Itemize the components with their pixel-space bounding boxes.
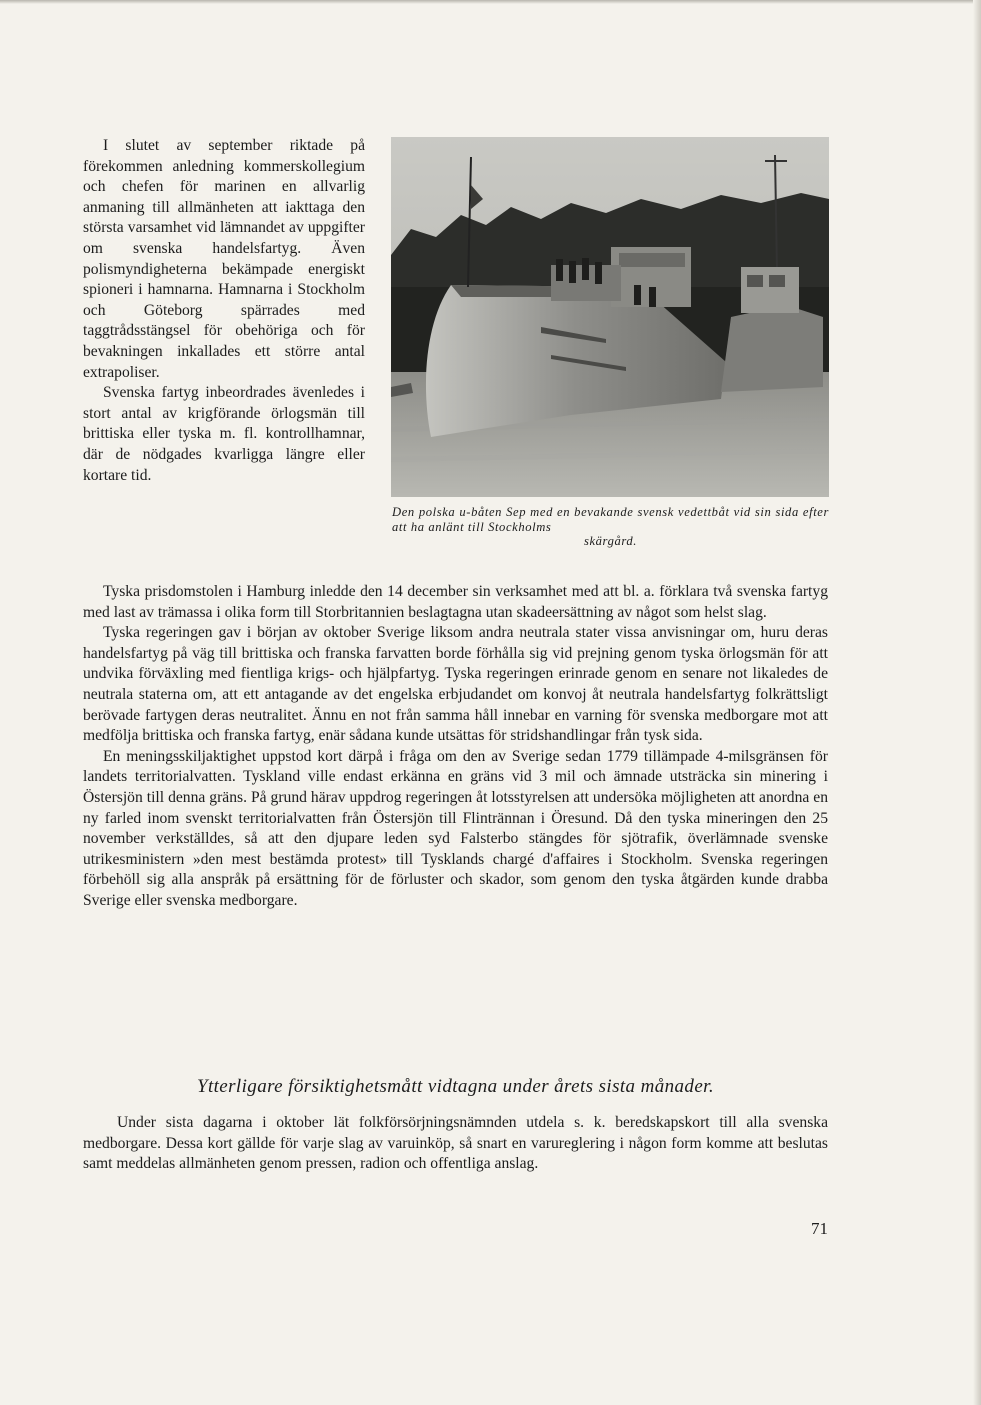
body-text: [83, 582, 828, 912]
paragraph: Tyska prisdomstolen i Hamburg inledde den 14 december sin verksamhet med att bl. a. förklara två svenska fartyg med last av trämassa i olika form till Storbritannien beslagtagna utan skadeersättning av något som helst slag.: [83, 583, 828, 621]
caption-last-line: skärgård.: [583, 534, 638, 548]
paragraph: Svenska fartyg inbeordrades ävenledes i stort antal av krigförande örlogsmän till brittiska eller tyska m. fl. kontrollhamnar, där de nödgades kvarligga längre eller kortare tid.: [83, 384, 365, 484]
submarine-photo-illustration: [391, 137, 829, 497]
page-number: 71: [811, 1219, 828, 1238]
photo-caption: [392, 505, 829, 549]
section-heading: Ytterligare försiktighetsmått vidtagna under årets sista månader.: [196, 1076, 714, 1097]
left-column-text: [83, 136, 365, 486]
paragraph: Tyska regeringen gav i början av oktober Sverige liksom andra neutrala stater vissa anvisningar om, huru deras handelsfartyg på väg till brittiska och franska farvatten borde förhålla sig vid prejning genom tyska örlogsmän för att undvika förväxling med fientliga krigs- och hjälpfartyg. Tyska regeringen erinrade genom en senare not likaledes de neutrala staterna om, att ett antagande av det engelska erbjudandet om konvoj åt neutrala handelsfartyg folkrättsligt berövade fartygen deras neutralitet. Ännu en not från samma håll innebar en varning för svenska medborgare mot att medfölja brittiska och franska fartyg, enär sådana kunde utsättas för stridshandlingar från tysk sida.: [83, 624, 828, 745]
scan-edge-top: [0, 0, 981, 4]
caption-text: Den polska u-båten Sep med en bevakande svensk vedettbåt vid sin sida efter att ha anlänt till Stockholms: [392, 505, 829, 534]
paragraph: Under sista dagarna i oktober lät folkförsörjningsnämnden utdela s. k. beredskapskort till alla svenska medborgare. Dessa kort gällde för varje slag av varuinköp, så snart en varureglering i någon form komme att beslutas samt meddelas allmänheten genom pressen, radion och offentliga anslag.: [83, 1114, 828, 1173]
paragraph: I slutet av september riktade på förekommen anledning kommerskollegium och chefen för marinen en allvarlig anmaning till allmänheten att iakttaga den största varsamhet vid lämnandet av uppgifter om svenska handelsfartyg. Även polismyndigheterna bekämpade energiskt spioneri i hamnarna. Hamnarna i Stockholm och Göteborg spärrades med taggtrådsstängsel för obehöriga och för bevakningen inkallades ett större antal extrapoliser.: [83, 137, 365, 381]
scan-edge-right: [973, 0, 981, 1405]
paragraph: En meningsskiljaktighet uppstod kort därpå i fråga om den av Sverige sedan 1779 tillämpade 4-milsgränsen för landets territorialvatten. Tyskland ville endast erkänna en gräns vid 3 mil och ämnade utsträcka sin minering i Östersjön till denna gräns. På grund härav uppdrog regeringen åt lotsstyrelsen att undersöka möjligheten att anordna en ny farled inom svenskt territorialvatten från Östersjön till Flintrännan i Öresund. Då den tyska mineringen den 25 november verkställdes, så att den djupare leden syd Falsterbo stängdes för sjötrafik, överlämnade svenske utrikesministern »den mest bestämda protest» till Tysklands chargé d'affaires i Stockholm. Svenska regeringen förbehöll sig alla anspråk på ersättning för de förluster och skador, som genom den tyska åtgärden kunde drabba Sverige eller svenska medborgare.: [83, 747, 828, 909]
submarine-photo: [391, 137, 829, 497]
final-section-text: [83, 1113, 828, 1175]
